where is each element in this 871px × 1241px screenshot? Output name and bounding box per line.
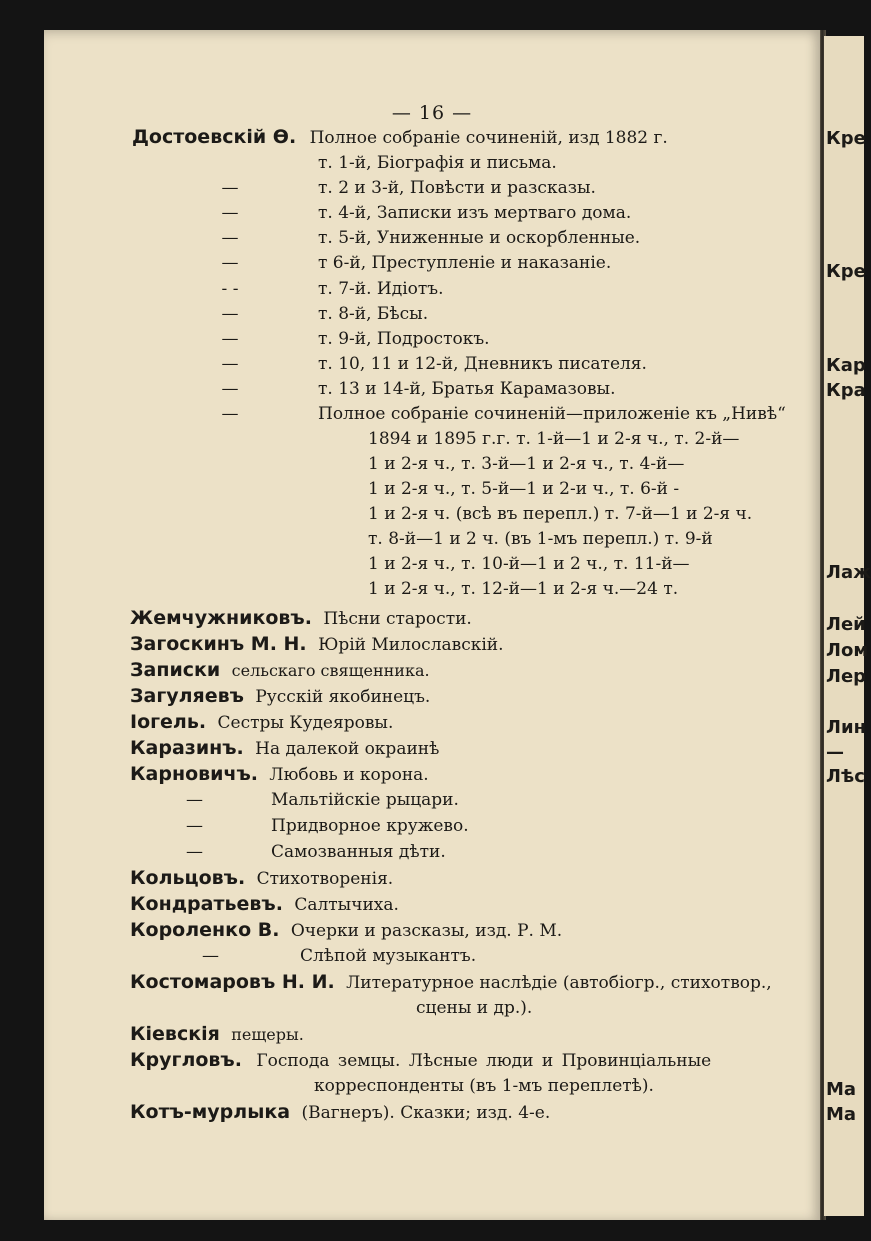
entry-title: Стихотворенія. xyxy=(256,869,394,889)
entry-title: Пѣсни старости. xyxy=(323,609,472,629)
entry-author: Карновичъ. xyxy=(130,763,259,785)
catalog-entry xyxy=(130,711,393,734)
ditto-dash: - - xyxy=(221,279,239,299)
ditto-dash: — xyxy=(221,304,239,324)
niva-edition-line: т. 8-й—1 и 2 ч. (въ 1-мъ перепл.) т. 9-й xyxy=(368,529,713,549)
ditto-dash: — xyxy=(221,404,239,424)
entry-title: пещеры. xyxy=(231,1025,304,1044)
entry-title: Сестры Кудеяровы. xyxy=(217,713,394,733)
entry-title: Юрій Милославскій. xyxy=(318,635,504,655)
adjacent-fragment: Кра xyxy=(826,380,866,401)
volume-line: т. 1-й, Біографія и письма. xyxy=(318,153,557,173)
entry-author: Достоевскій Ѳ. xyxy=(132,126,297,148)
entry-author: Загуляевъ xyxy=(130,685,244,707)
catalog-entry xyxy=(130,893,399,916)
entry-author: Короленко В. xyxy=(130,919,280,941)
entry-author: Жемчужниковъ. xyxy=(130,607,312,629)
niva-edition-line: 1 и 2-я ч., т. 12-й—1 и 2-я ч.—24 т. xyxy=(368,579,679,599)
niva-edition-line: Полное собраніе сочиненій—приложеніе къ „Нивѣ“ xyxy=(318,404,786,424)
entry-author: Кольцовъ. xyxy=(130,867,246,889)
adjacent-fragment: Лер xyxy=(826,666,867,687)
entry-author: Костомаровъ Н. И. xyxy=(130,971,335,993)
entry-author: Кіевскія xyxy=(130,1023,220,1045)
catalog-entry-dostoevsky xyxy=(132,126,668,149)
adjacent-fragment: Ма xyxy=(826,1104,857,1125)
catalog-entry xyxy=(130,685,430,708)
volume-line: т. 13 и 14-й, Братья Карамазовы. xyxy=(318,379,616,399)
adjacent-fragment: Ма xyxy=(826,1079,857,1100)
volume-line: т. 4-й, Записки изъ мертваго дома. xyxy=(318,203,632,223)
ditto-dash: — xyxy=(221,354,239,374)
catalog-entry-kostomarov xyxy=(130,971,772,994)
entry-author: Кондратьевъ. xyxy=(130,893,283,915)
ditto-dash: — xyxy=(186,816,203,836)
title-line: Самозванныя дѣти. xyxy=(271,842,446,862)
page-number: — 16 — xyxy=(391,102,473,124)
adjacent-fragment: Лом xyxy=(826,640,869,661)
catalog-entry xyxy=(130,633,504,656)
adjacent-fragment: Кре xyxy=(826,128,866,149)
entry-author: Каразинъ. xyxy=(130,737,244,759)
entry-title: Салтычиха. xyxy=(294,895,399,915)
volume-line: т. 7-й. Идіотъ. xyxy=(318,279,444,299)
adjacent-fragment: Лей xyxy=(826,614,866,635)
title-line: сцены и др.). xyxy=(416,998,533,1018)
title-line: корреспонденты (въ 1-мъ переплетѣ). xyxy=(314,1076,654,1096)
volume-line: т. 10, 11 и 12-й, Дневникъ писателя. xyxy=(318,354,647,374)
entry-author: Котъ-мурлыка xyxy=(130,1101,291,1123)
entry-title: Русскій якобинецъ. xyxy=(255,687,431,707)
catalog-entry xyxy=(130,737,439,760)
volume-line: т. 5-й, Униженные и оскорбленные. xyxy=(318,228,641,248)
entry-title: На далекой окраинѣ xyxy=(255,739,440,759)
title-line: Слѣпой музыкантъ. xyxy=(300,946,477,966)
ditto-dash: — xyxy=(202,946,219,966)
volume-line: т. 9-й, Подростокъ. xyxy=(318,329,490,349)
entry-title: Полное собраніе сочиненій, изд 1882 г. xyxy=(309,128,668,148)
adjacent-fragment: Лаж xyxy=(826,562,871,583)
catalog-entry xyxy=(130,1101,550,1124)
title-line: Мальтійскіе рыцари. xyxy=(271,790,459,810)
niva-edition-line: 1 и 2-я ч., т. 3-й—1 и 2-я ч., т. 4-й— xyxy=(368,454,685,474)
catalog-entry xyxy=(130,1023,304,1046)
catalog-entry xyxy=(130,919,562,942)
adjacent-page xyxy=(824,36,871,1216)
adjacent-fragment: — xyxy=(826,742,844,763)
entry-title: сельскаго священника. xyxy=(231,661,430,680)
adjacent-fragment: Кар xyxy=(826,355,866,376)
volume-line: т. 8-й, Бѣсы. xyxy=(318,304,429,324)
catalog-entry xyxy=(130,659,430,682)
entry-title: Господа земцы. Лѣсные люди и Провинціальные xyxy=(256,1051,712,1071)
niva-edition-line: 1 и 2-я ч., т. 10-й—1 и 2 ч., т. 11-й— xyxy=(368,554,690,574)
catalog-entry xyxy=(130,607,472,630)
ditto-dash: — xyxy=(221,379,239,399)
entry-author: Кругловъ. xyxy=(130,1049,242,1071)
ditto-dash: — xyxy=(221,178,239,198)
niva-edition-line: 1894 и 1895 г.г. т. 1-й—1 и 2-я ч., т. 2-й— xyxy=(368,429,740,449)
volume-line: т. 2 и 3-й, Повѣсти и разсказы. xyxy=(318,178,596,198)
entry-title: Любовь и корона. xyxy=(269,765,429,785)
entry-author: Загоскинъ М. Н. xyxy=(130,633,307,655)
entry-title: Литературное наслѣдіе (автобіогр., стихотвор., xyxy=(346,973,772,993)
entry-title: (Вагнеръ). Сказки; изд. 4-е. xyxy=(301,1103,551,1123)
ditto-dash: — xyxy=(221,203,239,223)
catalog-entry xyxy=(130,867,393,890)
title-line: Придворное кружево. xyxy=(271,816,469,836)
ditto-dash: — xyxy=(221,253,239,273)
niva-edition-line: 1 и 2-я ч., т. 5-й—1 и 2-и ч., т. 6-й - xyxy=(368,479,680,499)
ditto-dash: — xyxy=(186,842,203,862)
adjacent-fragment: Кре xyxy=(826,261,866,282)
ditto-dash: — xyxy=(186,790,203,810)
adjacent-fragment: Лѣс xyxy=(826,766,865,787)
entry-title: Очерки и разсказы, изд. Р. М. xyxy=(290,921,563,941)
book-page xyxy=(44,30,820,1220)
catalog-entry xyxy=(130,763,429,786)
volume-line: т 6-й, Преступленіе и наказаніе. xyxy=(318,253,612,273)
entry-author: Записки xyxy=(130,659,221,681)
ditto-dash: — xyxy=(221,228,239,248)
adjacent-fragment: Лин xyxy=(826,717,866,738)
catalog-entry-kruglov xyxy=(130,1049,711,1072)
entry-author: Іогель. xyxy=(130,711,207,733)
ditto-dash: — xyxy=(221,329,239,349)
niva-edition-line: 1 и 2-я ч. (всѣ въ перепл.) т. 7-й—1 и 2-я ч. xyxy=(368,504,753,524)
